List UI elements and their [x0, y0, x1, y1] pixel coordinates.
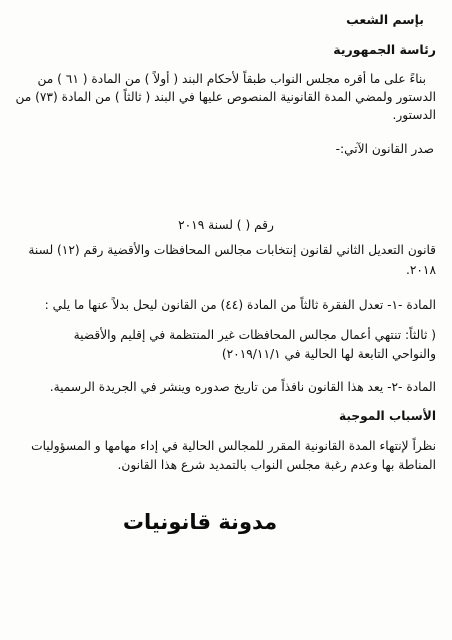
- preamble-line-1: بناءً على ما أقره مجلس النواب طبقاً لأحكام البند ( أولاً ) من المادة ( ٦١ ) من: [37, 72, 426, 86]
- reasons-line-2: المناطة بها وعدم رغبة مجلس النواب بالتمديد شرع هذا القانون.: [117, 458, 436, 472]
- preamble-line-3: الدستور.: [392, 108, 436, 122]
- law-title-line-2: ٢٠١٨.: [405, 263, 436, 277]
- law-issued-line: صدر القانون الآتي:-: [335, 142, 434, 156]
- reasons-line-1: نظراً لإنتهاء المدة القانونية المقرر للمجالس الحالية في إداء مهامها و المسؤوليات: [31, 439, 436, 453]
- law-title-line-1: قانون التعديل الثاني لقانون إنتخابات مجالس المحافظات والأقضية رقم (١٢) لسنة: [28, 243, 436, 257]
- law-number-line: رقم ( ) لسنة ٢٠١٩: [178, 218, 274, 232]
- article-2-line: المادة -٢- يعد هذا القانون نافذاً من تاريخ صدوره وينشر في الجريدة الرسمية.: [49, 380, 436, 394]
- preamble-line-2: الدستور ولمضي المدة القانونية المنصوص عليها في البند ( ثالثاً ) من المادة (٧٣) من: [15, 90, 436, 104]
- basmala-heading: بإسم الشعب: [346, 12, 424, 27]
- clause-third-line-2: والنواحي التابعة لها الحالية في ٢٠١٩/١١/١): [221, 347, 436, 361]
- reasons-heading: الأسباب الموجبة: [339, 409, 436, 423]
- clause-third-line-1: ( ثالثاً: تنتهي أعمال مجالس المحافظات غير المنتظمة في إقليم والأقضية: [73, 328, 436, 342]
- presidency-heading: رئاسة الجمهورية: [333, 42, 436, 57]
- article-1-line: المادة -١- تعدل الفقرة ثالثاً من المادة (٤٤) من القانون ليحل بدلاً عنها ما يلي :: [44, 298, 436, 312]
- blog-watermark-text: مدونة قانونيات: [122, 510, 278, 534]
